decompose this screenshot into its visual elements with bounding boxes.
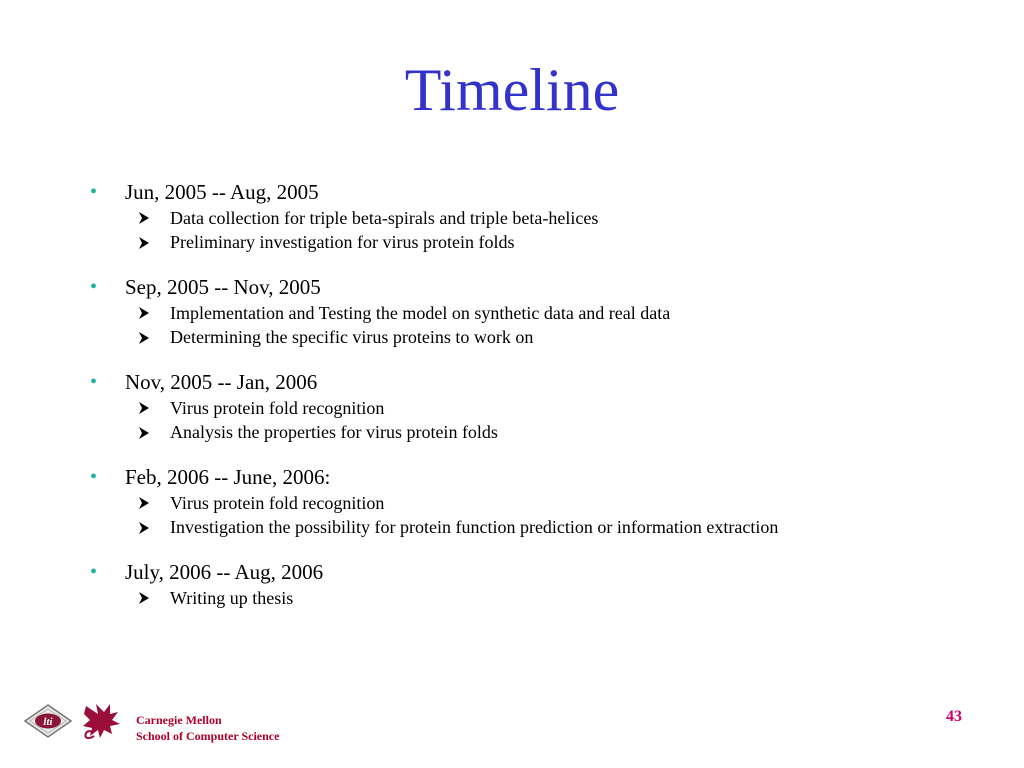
sub-bullet-item: [137, 231, 988, 256]
lti-logo-text: lti: [43, 716, 53, 728]
sub-bullet-text: Implementation and Testing the model on synthetic data and real data: [170, 302, 671, 323]
sub-bullet-text: Preliminary investigation for virus protein folds: [170, 232, 515, 253]
timeline-group: [88, 560, 988, 611]
arrowhead-bullet-icon: [137, 206, 170, 230]
sub-bullet-item: [137, 301, 988, 326]
slide-title: Timeline: [404, 57, 620, 123]
bullet-item: [88, 370, 988, 396]
arrowhead-bullet-icon: [137, 231, 170, 255]
sub-bullet-text: Analysis the properties for virus protein folds: [170, 422, 498, 443]
dragon-logo-icon: [80, 700, 124, 742]
bullet-heading: Nov, 2005 -- Jan, 2006: [125, 370, 318, 394]
arrowhead-bullet-icon: [137, 421, 170, 445]
round-bullet-icon: •: [90, 276, 98, 298]
bullet-item: [88, 180, 988, 206]
bullet-heading: Jun, 2005 -- Aug, 2005: [125, 180, 319, 204]
sub-bullet-text: Virus protein fold recognition: [170, 492, 385, 513]
sub-bullet-text: Investigation the possibility for protein function prediction or information extraction: [170, 517, 779, 538]
sub-bullet-text: Determining the specific virus proteins to work on: [170, 327, 534, 348]
timeline-group: [88, 275, 988, 350]
sub-bullet-item: [137, 396, 988, 421]
sub-bullet-item: [137, 421, 988, 446]
school-name-line1: Carnegie Mellon: [136, 713, 222, 727]
bullet-heading: Sep, 2005 -- Nov, 2005: [125, 275, 321, 299]
bullet-heading: Feb, 2006 -- June, 2006:: [125, 465, 331, 489]
sub-bullet-text: Writing up thesis: [170, 587, 294, 608]
bullet-heading: July, 2006 -- Aug, 2006: [125, 560, 324, 584]
bullet-item: [88, 560, 988, 586]
arrowhead-bullet-icon: [137, 516, 170, 540]
sub-bullet-text: Virus protein fold recognition: [170, 397, 385, 418]
bullet-list: [88, 180, 988, 631]
bullet-item: [88, 465, 988, 491]
sub-bullet-item: [137, 206, 988, 231]
arrowhead-bullet-icon: [137, 586, 170, 610]
sub-bullet-item: [137, 516, 988, 541]
arrowhead-bullet-icon: [137, 301, 170, 325]
sub-bullet-item: [137, 326, 988, 351]
bullet-item: [88, 275, 988, 301]
lti-logo-icon: [24, 704, 72, 738]
arrowhead-bullet-icon: [137, 326, 170, 350]
page-number: 43: [946, 708, 962, 725]
sub-bullet-item: [137, 491, 988, 516]
arrowhead-bullet-icon: [137, 491, 170, 515]
school-name-line2: School of Computer Science: [136, 729, 280, 743]
round-bullet-icon: •: [90, 181, 98, 203]
round-bullet-icon: •: [90, 561, 98, 583]
timeline-group: [88, 370, 988, 445]
sub-bullet-text: Data collection for triple beta-spirals and triple beta-helices: [170, 207, 599, 228]
arrowhead-bullet-icon: [137, 396, 170, 420]
round-bullet-icon: •: [90, 466, 98, 488]
sub-bullet-item: [137, 586, 988, 611]
footer-logos: [24, 700, 124, 744]
round-bullet-icon: •: [90, 371, 98, 393]
timeline-group: [88, 465, 988, 540]
timeline-group: [88, 180, 988, 255]
